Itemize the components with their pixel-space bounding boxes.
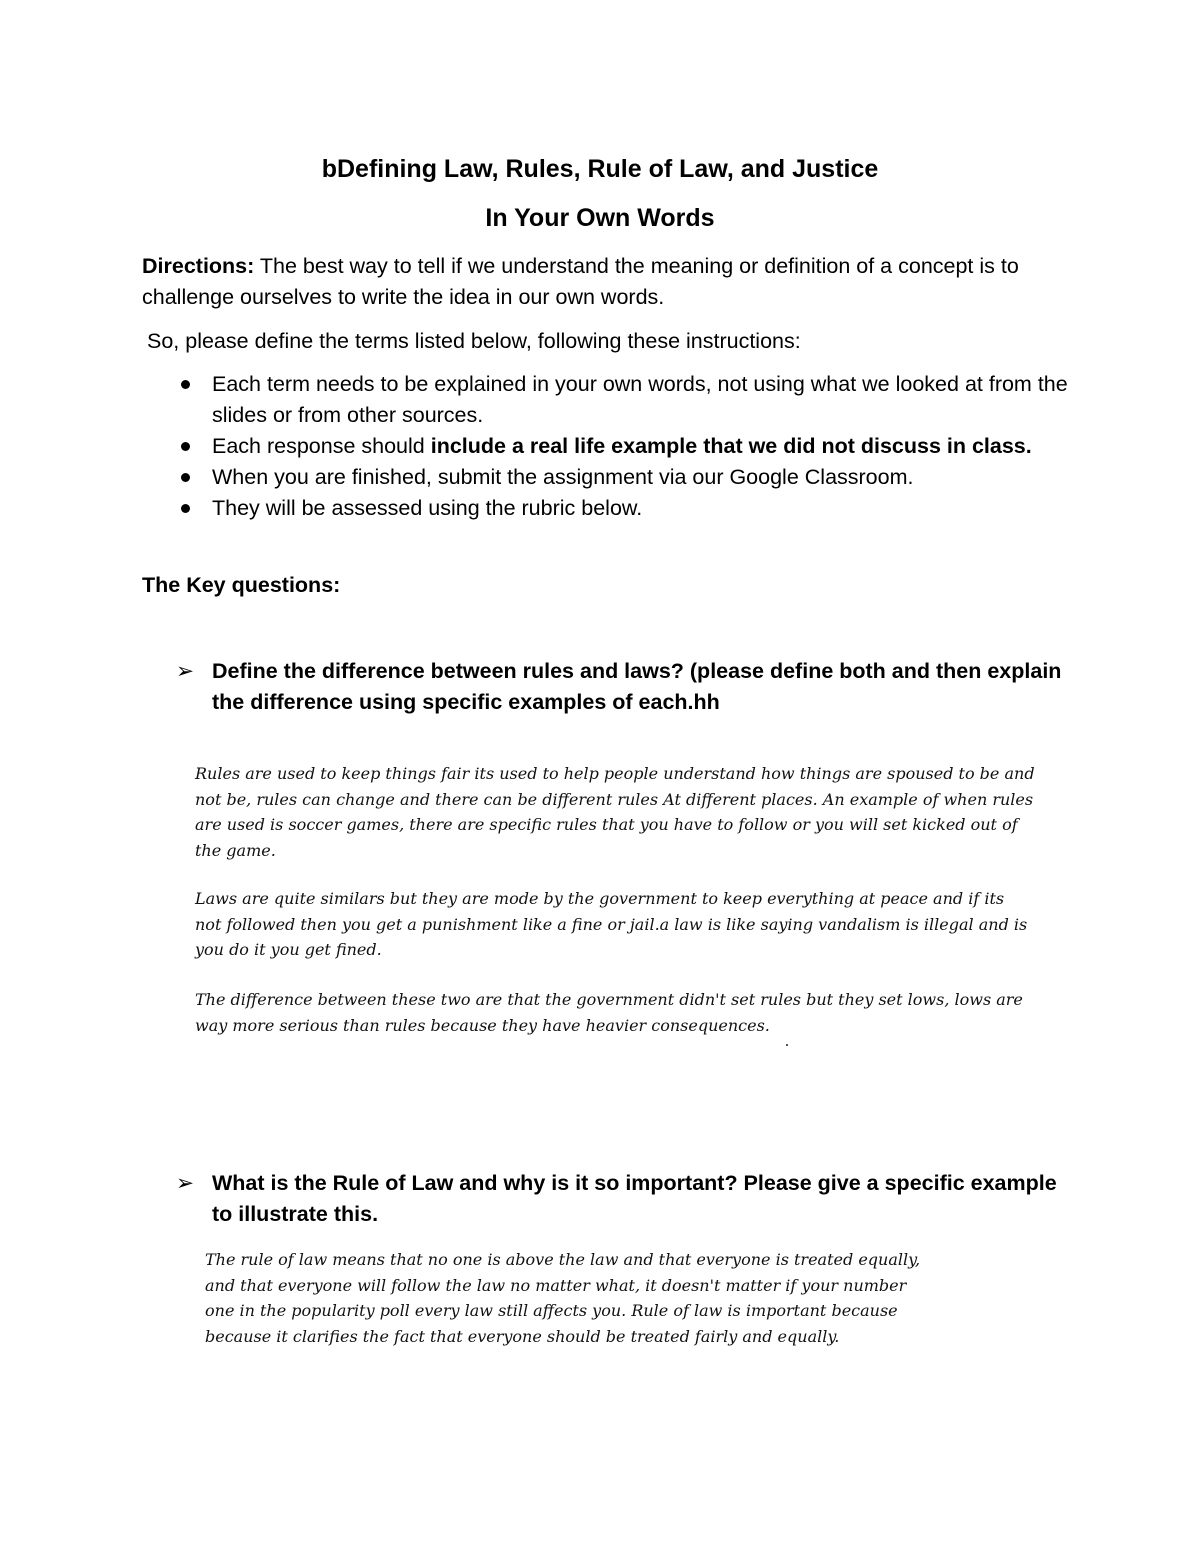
arrow-bullet-icon: ➢: [176, 659, 195, 683]
instruction-item: [142, 431, 1072, 462]
directions-label: Directions:: [142, 254, 255, 278]
question-1: [176, 656, 1076, 718]
instruction-text: Each term needs to be explained in your own words, not using what we looked at from the slides or from other sources.: [212, 372, 1068, 427]
instruction-text: When you are finished, submit the assignment via our Google Classroom.: [212, 465, 914, 489]
instruction-item: [142, 462, 1072, 493]
instruction-item: [142, 369, 1072, 431]
directions-text: The best way to tell if we understand the meaning or definition of a concept is to challenge ourselves to write the idea in our own words.: [142, 254, 1019, 309]
instruction-item: [142, 493, 1072, 524]
bullet-icon: [181, 442, 190, 451]
question-2: [176, 1168, 1076, 1230]
instruction-text: They will be assessed using the rubric below.: [212, 496, 643, 520]
instruction-text: Each response should: [212, 434, 431, 458]
answer-1-laws: Laws are quite similars but they are mode by the government to keep everything at peace and if its not followed then you get a punishment like a fine or jail.a law is like saying vandalism is illegal and is you do it you get fined.: [195, 889, 1028, 959]
key-questions-heading: The Key questions:: [142, 573, 341, 597]
answer-1-difference: The difference between these two are that the government didn't set rules but they set lows, lows are way more serious than rules because they have heavier consequences.: [195, 990, 1023, 1035]
document-subtitle: In Your Own Words: [485, 204, 715, 232]
instruction-list: [142, 369, 1072, 524]
directions-paragraph: [142, 251, 1072, 313]
arrow-bullet-icon: ➢: [176, 1171, 195, 1195]
document-title: bDefining Law, Rules, Rule of Law, and Justice: [321, 155, 879, 183]
instructions-intro: So, please define the terms listed below, following these instructions:: [147, 329, 801, 353]
question-1-text: Define the difference between rules and laws? (please define both and then explain the difference using specific examples of each.hh: [212, 659, 1062, 714]
bullet-icon: [181, 473, 190, 482]
instruction-bold-text: include a real life example that we did not discuss in class.: [430, 434, 1032, 458]
answer-1-rules: Rules are used to keep things fair its used to help people understand how things are spoused to be and not be, rules can change and there can be different rules At different places. An example of when rules are used is soccer games, there are specific rules that you have to follow or you will set kicked out of the game.: [195, 764, 1035, 860]
bullet-icon: [181, 504, 190, 513]
bullet-icon: [181, 380, 190, 389]
answer-2: The rule of law means that no one is above the law and that everyone is treated equally, and that everyone will follow the law no matter what, it doesn't matter if your number one in the popularity poll every law still affects you. Rule of law is important because because it clarifies the fact that everyone should be treated fairly and equally.: [205, 1250, 921, 1346]
question-2-text: What is the Rule of Law and why is it so important? Please give a specific example to illustrate this.: [212, 1171, 1057, 1226]
stray-mark: [786, 1044, 788, 1046]
